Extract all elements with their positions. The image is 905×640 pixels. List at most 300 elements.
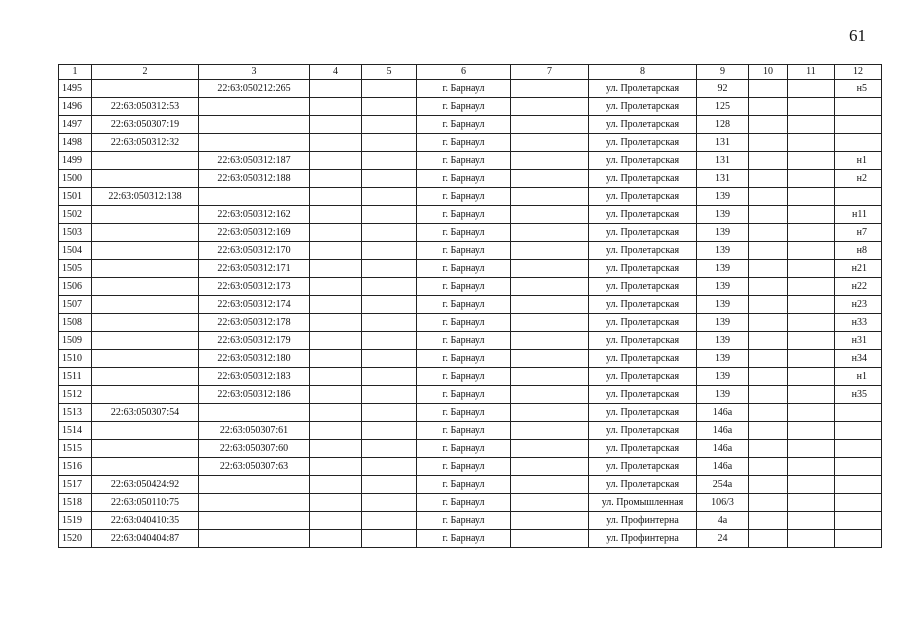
table-cell-col-8: ул. Пролетарская [589,188,697,206]
table-cell-col-12 [835,134,882,152]
table-cell-col-7 [511,188,589,206]
table-cell-col-1: 1517 [59,476,92,494]
table-cell-col-7 [511,404,589,422]
table-cell-col-10 [749,458,788,476]
table-cell-col-4 [310,350,362,368]
column-header-2: 2 [92,65,199,80]
table-cell-col-4 [310,242,362,260]
table-cell-col-12 [835,494,882,512]
table-cell-col-12: н21 [835,260,882,278]
table-cell-col-6: г. Барнаул [417,188,511,206]
table-cell-col-4 [310,116,362,134]
table-cell-col-4 [310,512,362,530]
table-cell-col-11 [788,530,835,548]
table-cell-col-9: 139 [697,350,749,368]
table-cell-col-3: 22:63:050312:178 [199,314,310,332]
table-row [59,512,882,530]
table-cell-col-9: 139 [697,206,749,224]
table-cell-col-8: ул. Промышленная [589,494,697,512]
table-cell-col-3: 22:63:050212:265 [199,80,310,98]
table-cell-col-12 [835,188,882,206]
table-cell-col-8: ул. Пролетарская [589,98,697,116]
table-cell-col-12: н35 [835,386,882,404]
table-cell-col-1: 1514 [59,422,92,440]
column-header-3: 3 [199,65,310,80]
table-cell-col-8: ул. Пролетарская [589,350,697,368]
table-row [59,404,882,422]
table-cell-col-3: 22:63:050312:186 [199,386,310,404]
table-cell-col-10 [749,350,788,368]
table-row [59,476,882,494]
table-cell-col-3: 22:63:050312:188 [199,170,310,188]
table-cell-col-1: 1516 [59,458,92,476]
table-cell-col-11 [788,458,835,476]
table-cell-col-6: г. Барнаул [417,422,511,440]
table-row [59,386,882,404]
table-cell-col-3 [199,98,310,116]
table-cell-col-11 [788,386,835,404]
table-cell-col-4 [310,476,362,494]
table-cell-col-5 [362,98,417,116]
table-row [59,152,882,170]
table-cell-col-9: 139 [697,368,749,386]
table-cell-col-4 [310,296,362,314]
table-cell-col-3 [199,188,310,206]
table-cell-col-6: г. Барнаул [417,296,511,314]
table-cell-col-9: 146а [697,404,749,422]
table-cell-col-12: н23 [835,296,882,314]
table-cell-col-9: 92 [697,80,749,98]
table-cell-col-2 [92,368,199,386]
table-cell-col-12: н7 [835,224,882,242]
table-body [59,80,882,548]
table-cell-col-12 [835,512,882,530]
table-cell-col-5 [362,512,417,530]
table-cell-col-9: 131 [697,170,749,188]
table-cell-col-1: 1511 [59,368,92,386]
table-cell-col-6: г. Барнаул [417,368,511,386]
table-cell-col-1: 1502 [59,206,92,224]
table-cell-col-4 [310,314,362,332]
table-cell-col-10 [749,422,788,440]
table-cell-col-12: н1 [835,368,882,386]
column-header-6: 6 [417,65,511,80]
table-cell-col-5 [362,314,417,332]
table-cell-col-7 [511,206,589,224]
table-cell-col-2 [92,260,199,278]
table-cell-col-7 [511,260,589,278]
table-row [59,530,882,548]
table-cell-col-1: 1518 [59,494,92,512]
table-cell-col-4 [310,134,362,152]
table-cell-col-12 [835,404,882,422]
column-header-7: 7 [511,65,589,80]
table-cell-col-3: 22:63:050312:162 [199,206,310,224]
table-cell-col-11 [788,296,835,314]
table-cell-col-1: 1509 [59,332,92,350]
table-cell-col-12 [835,98,882,116]
table-cell-col-11 [788,98,835,116]
table-cell-col-10 [749,224,788,242]
table-cell-col-6: г. Барнаул [417,512,511,530]
table-cell-col-5 [362,440,417,458]
table-cell-col-10 [749,170,788,188]
table-cell-col-11 [788,476,835,494]
table-cell-col-8: ул. Пролетарская [589,134,697,152]
table-cell-col-6: г. Барнаул [417,386,511,404]
column-header-11: 11 [788,65,835,80]
table-cell-col-9: 139 [697,242,749,260]
table-cell-col-8: ул. Пролетарская [589,170,697,188]
table-cell-col-7 [511,350,589,368]
table-cell-col-10 [749,152,788,170]
table-cell-col-4 [310,260,362,278]
table-cell-col-6: г. Барнаул [417,116,511,134]
table-cell-col-8: ул. Пролетарская [589,116,697,134]
table-cell-col-6: г. Барнаул [417,458,511,476]
table-cell-col-1: 1519 [59,512,92,530]
table-cell-col-3: 22:63:050312:174 [199,296,310,314]
table-cell-col-9: 131 [697,152,749,170]
table-row [59,332,882,350]
table-cell-col-4 [310,386,362,404]
table-row [59,458,882,476]
table-cell-col-4 [310,152,362,170]
table-cell-col-4 [310,530,362,548]
table-cell-col-8: ул. Пролетарская [589,296,697,314]
table-cell-col-1: 1507 [59,296,92,314]
table-cell-col-6: г. Барнаул [417,224,511,242]
table-cell-col-7 [511,116,589,134]
table-row [59,368,882,386]
table-cell-col-6: г. Барнаул [417,260,511,278]
table-cell-col-2 [92,206,199,224]
table-cell-col-2: 22:63:050307:19 [92,116,199,134]
table-cell-col-2 [92,314,199,332]
table-row [59,224,882,242]
table-cell-col-11 [788,188,835,206]
table-cell-col-9: 4а [697,512,749,530]
table-cell-col-3: 22:63:050307:61 [199,422,310,440]
table-cell-col-2 [92,242,199,260]
table-cell-col-8: ул. Пролетарская [589,386,697,404]
table-cell-col-6: г. Барнаул [417,242,511,260]
table-cell-col-1: 1510 [59,350,92,368]
table-cell-col-11 [788,224,835,242]
table-cell-col-7 [511,80,589,98]
table-cell-col-7 [511,296,589,314]
table-cell-col-11 [788,242,835,260]
table-cell-col-6: г. Барнаул [417,80,511,98]
table-cell-col-2: 22:63:050307:54 [92,404,199,422]
table-cell-col-3 [199,116,310,134]
table-cell-col-8: ул. Профинтерна [589,512,697,530]
table-cell-col-8: ул. Пролетарская [589,458,697,476]
table-cell-col-11 [788,152,835,170]
table-cell-col-2 [92,386,199,404]
table-cell-col-1: 1505 [59,260,92,278]
table-cell-col-10 [749,206,788,224]
table-cell-col-7 [511,134,589,152]
table-cell-col-9: 139 [697,386,749,404]
table-cell-col-9: 146а [697,440,749,458]
table-cell-col-6: г. Барнаул [417,170,511,188]
table-cell-col-3: 22:63:050307:63 [199,458,310,476]
table-cell-col-5 [362,494,417,512]
table-cell-col-7 [511,440,589,458]
table-cell-col-4 [310,170,362,188]
table-cell-col-5 [362,80,417,98]
table-cell-col-11 [788,206,835,224]
table-cell-col-8: ул. Пролетарская [589,242,697,260]
table-cell-col-6: г. Барнаул [417,152,511,170]
table-cell-col-1: 1500 [59,170,92,188]
table-cell-col-5 [362,224,417,242]
table-cell-col-12: н8 [835,242,882,260]
table-cell-col-3: 22:63:050312:180 [199,350,310,368]
table-cell-col-9: 139 [697,260,749,278]
table-cell-col-9: 254а [697,476,749,494]
table-cell-col-4 [310,278,362,296]
table-cell-col-5 [362,152,417,170]
table-cell-col-2 [92,440,199,458]
table-cell-col-11 [788,116,835,134]
table-cell-col-11 [788,314,835,332]
table-cell-col-2 [92,422,199,440]
table-cell-col-12 [835,530,882,548]
column-header-8: 8 [589,65,697,80]
table-cell-col-3: 22:63:050312:187 [199,152,310,170]
column-header-4: 4 [310,65,362,80]
table-cell-col-9: 139 [697,332,749,350]
table-cell-col-3 [199,512,310,530]
table-cell-col-9: 139 [697,224,749,242]
table-row [59,350,882,368]
table-cell-col-5 [362,422,417,440]
table-cell-col-11 [788,404,835,422]
table-cell-col-10 [749,134,788,152]
table-cell-col-9: 146а [697,458,749,476]
table-cell-col-8: ул. Пролетарская [589,476,697,494]
table-cell-col-7 [511,224,589,242]
table-cell-col-7 [511,530,589,548]
table-cell-col-7 [511,98,589,116]
table-cell-col-7 [511,512,589,530]
table-cell-col-9: 125 [697,98,749,116]
table-cell-col-1: 1496 [59,98,92,116]
table-cell-col-11 [788,368,835,386]
table-cell-col-4 [310,440,362,458]
table-cell-col-12 [835,116,882,134]
column-header-12: 12 [835,65,882,80]
table-cell-col-12: н2 [835,170,882,188]
table-cell-col-11 [788,440,835,458]
table-cell-col-7 [511,242,589,260]
table-cell-col-11 [788,422,835,440]
table-cell-col-6: г. Барнаул [417,98,511,116]
property-register-table [58,64,882,548]
table-row [59,440,882,458]
table-cell-col-2: 22:63:050110:75 [92,494,199,512]
table-cell-col-11 [788,80,835,98]
table-cell-col-5 [362,458,417,476]
table-cell-col-6: г. Барнаул [417,404,511,422]
table-cell-col-9: 139 [697,278,749,296]
table-cell-col-3: 22:63:050312:170 [199,242,310,260]
table-cell-col-2 [92,458,199,476]
table-cell-col-1: 1513 [59,404,92,422]
table-row [59,494,882,512]
table-cell-col-10 [749,260,788,278]
table-cell-col-2 [92,224,199,242]
table-cell-col-9: 139 [697,188,749,206]
header-row [59,65,882,80]
table-cell-col-3 [199,494,310,512]
table-cell-col-4 [310,206,362,224]
table-cell-col-1: 1506 [59,278,92,296]
table-cell-col-5 [362,170,417,188]
table-cell-col-8: ул. Пролетарская [589,224,697,242]
table-cell-col-4 [310,368,362,386]
table-cell-col-7 [511,368,589,386]
table-cell-col-10 [749,80,788,98]
table-cell-col-12 [835,422,882,440]
table-cell-col-3: 22:63:050312:169 [199,224,310,242]
table-cell-col-11 [788,134,835,152]
table-cell-col-9: 24 [697,530,749,548]
table-cell-col-6: г. Барнаул [417,530,511,548]
table-cell-col-12: н33 [835,314,882,332]
table-cell-col-10 [749,404,788,422]
table-cell-col-8: ул. Пролетарская [589,278,697,296]
table-cell-col-5 [362,242,417,260]
column-header-9: 9 [697,65,749,80]
table-cell-col-2: 22:63:050312:138 [92,188,199,206]
table-cell-col-12 [835,476,882,494]
table-cell-col-5 [362,116,417,134]
table-cell-col-5 [362,386,417,404]
table-cell-col-9: 128 [697,116,749,134]
table-cell-col-12: н5 [835,80,882,98]
table-cell-col-2 [92,296,199,314]
table-row [59,170,882,188]
table-cell-col-8: ул. Пролетарская [589,422,697,440]
table-cell-col-3: 22:63:050307:60 [199,440,310,458]
table-cell-col-1: 1512 [59,386,92,404]
column-header-10: 10 [749,65,788,80]
table-cell-col-10 [749,242,788,260]
table-cell-col-2 [92,350,199,368]
table-cell-col-3: 22:63:050312:171 [199,260,310,278]
table-cell-col-2: 22:63:050424:92 [92,476,199,494]
table-row [59,296,882,314]
table-row [59,80,882,98]
table-cell-col-5 [362,206,417,224]
table-cell-col-7 [511,314,589,332]
table-cell-col-4 [310,404,362,422]
table-cell-col-7 [511,332,589,350]
table-cell-col-11 [788,494,835,512]
table-cell-col-11 [788,332,835,350]
table-cell-col-7 [511,386,589,404]
table-cell-col-1: 1498 [59,134,92,152]
table-cell-col-7 [511,278,589,296]
table-cell-col-8: ул. Пролетарская [589,260,697,278]
table-cell-col-3: 22:63:050312:173 [199,278,310,296]
table-cell-col-5 [362,278,417,296]
table-cell-col-11 [788,350,835,368]
table-cell-col-5 [362,476,417,494]
table-row [59,278,882,296]
table-cell-col-10 [749,440,788,458]
table-cell-col-10 [749,98,788,116]
table-cell-col-8: ул. Пролетарская [589,206,697,224]
table-cell-col-7 [511,170,589,188]
table-cell-col-1: 1515 [59,440,92,458]
table-cell-col-6: г. Барнаул [417,314,511,332]
table-cell-col-2 [92,170,199,188]
table-cell-col-3 [199,404,310,422]
table-row [59,188,882,206]
table-cell-col-6: г. Барнаул [417,476,511,494]
table-cell-col-8: ул. Пролетарская [589,440,697,458]
table-cell-col-1: 1520 [59,530,92,548]
table-cell-col-4 [310,332,362,350]
table-cell-col-9: 139 [697,296,749,314]
table-cell-col-4 [310,98,362,116]
table-row [59,98,882,116]
table-cell-col-10 [749,476,788,494]
table-cell-col-12: н31 [835,332,882,350]
table-cell-col-9: 131 [697,134,749,152]
table-cell-col-8: ул. Пролетарская [589,314,697,332]
table-cell-col-3: 22:63:050312:179 [199,332,310,350]
table-cell-col-8: ул. Пролетарская [589,332,697,350]
table-cell-col-5 [362,296,417,314]
table-cell-col-5 [362,188,417,206]
table-cell-col-7 [511,494,589,512]
table-cell-col-2 [92,80,199,98]
table-cell-col-4 [310,422,362,440]
table-cell-col-5 [362,368,417,386]
column-header-1: 1 [59,65,92,80]
table-cell-col-10 [749,278,788,296]
table-cell-col-10 [749,296,788,314]
table-cell-col-4 [310,188,362,206]
table-cell-col-10 [749,512,788,530]
table-cell-col-5 [362,134,417,152]
table-cell-col-5 [362,332,417,350]
table-cell-col-6: г. Барнаул [417,332,511,350]
table-cell-col-8: ул. Пролетарская [589,368,697,386]
table-cell-col-1: 1504 [59,242,92,260]
table-cell-col-12: н34 [835,350,882,368]
table-cell-col-5 [362,530,417,548]
table-cell-col-2 [92,278,199,296]
table-cell-col-3 [199,134,310,152]
table-cell-col-7 [511,152,589,170]
table-cell-col-11 [788,512,835,530]
table-cell-col-10 [749,386,788,404]
table-row [59,314,882,332]
table-cell-col-5 [362,260,417,278]
table-cell-col-5 [362,350,417,368]
table-cell-col-1: 1497 [59,116,92,134]
table-cell-col-10 [749,368,788,386]
table-cell-col-2 [92,332,199,350]
table-cell-col-4 [310,224,362,242]
table-cell-col-4 [310,80,362,98]
